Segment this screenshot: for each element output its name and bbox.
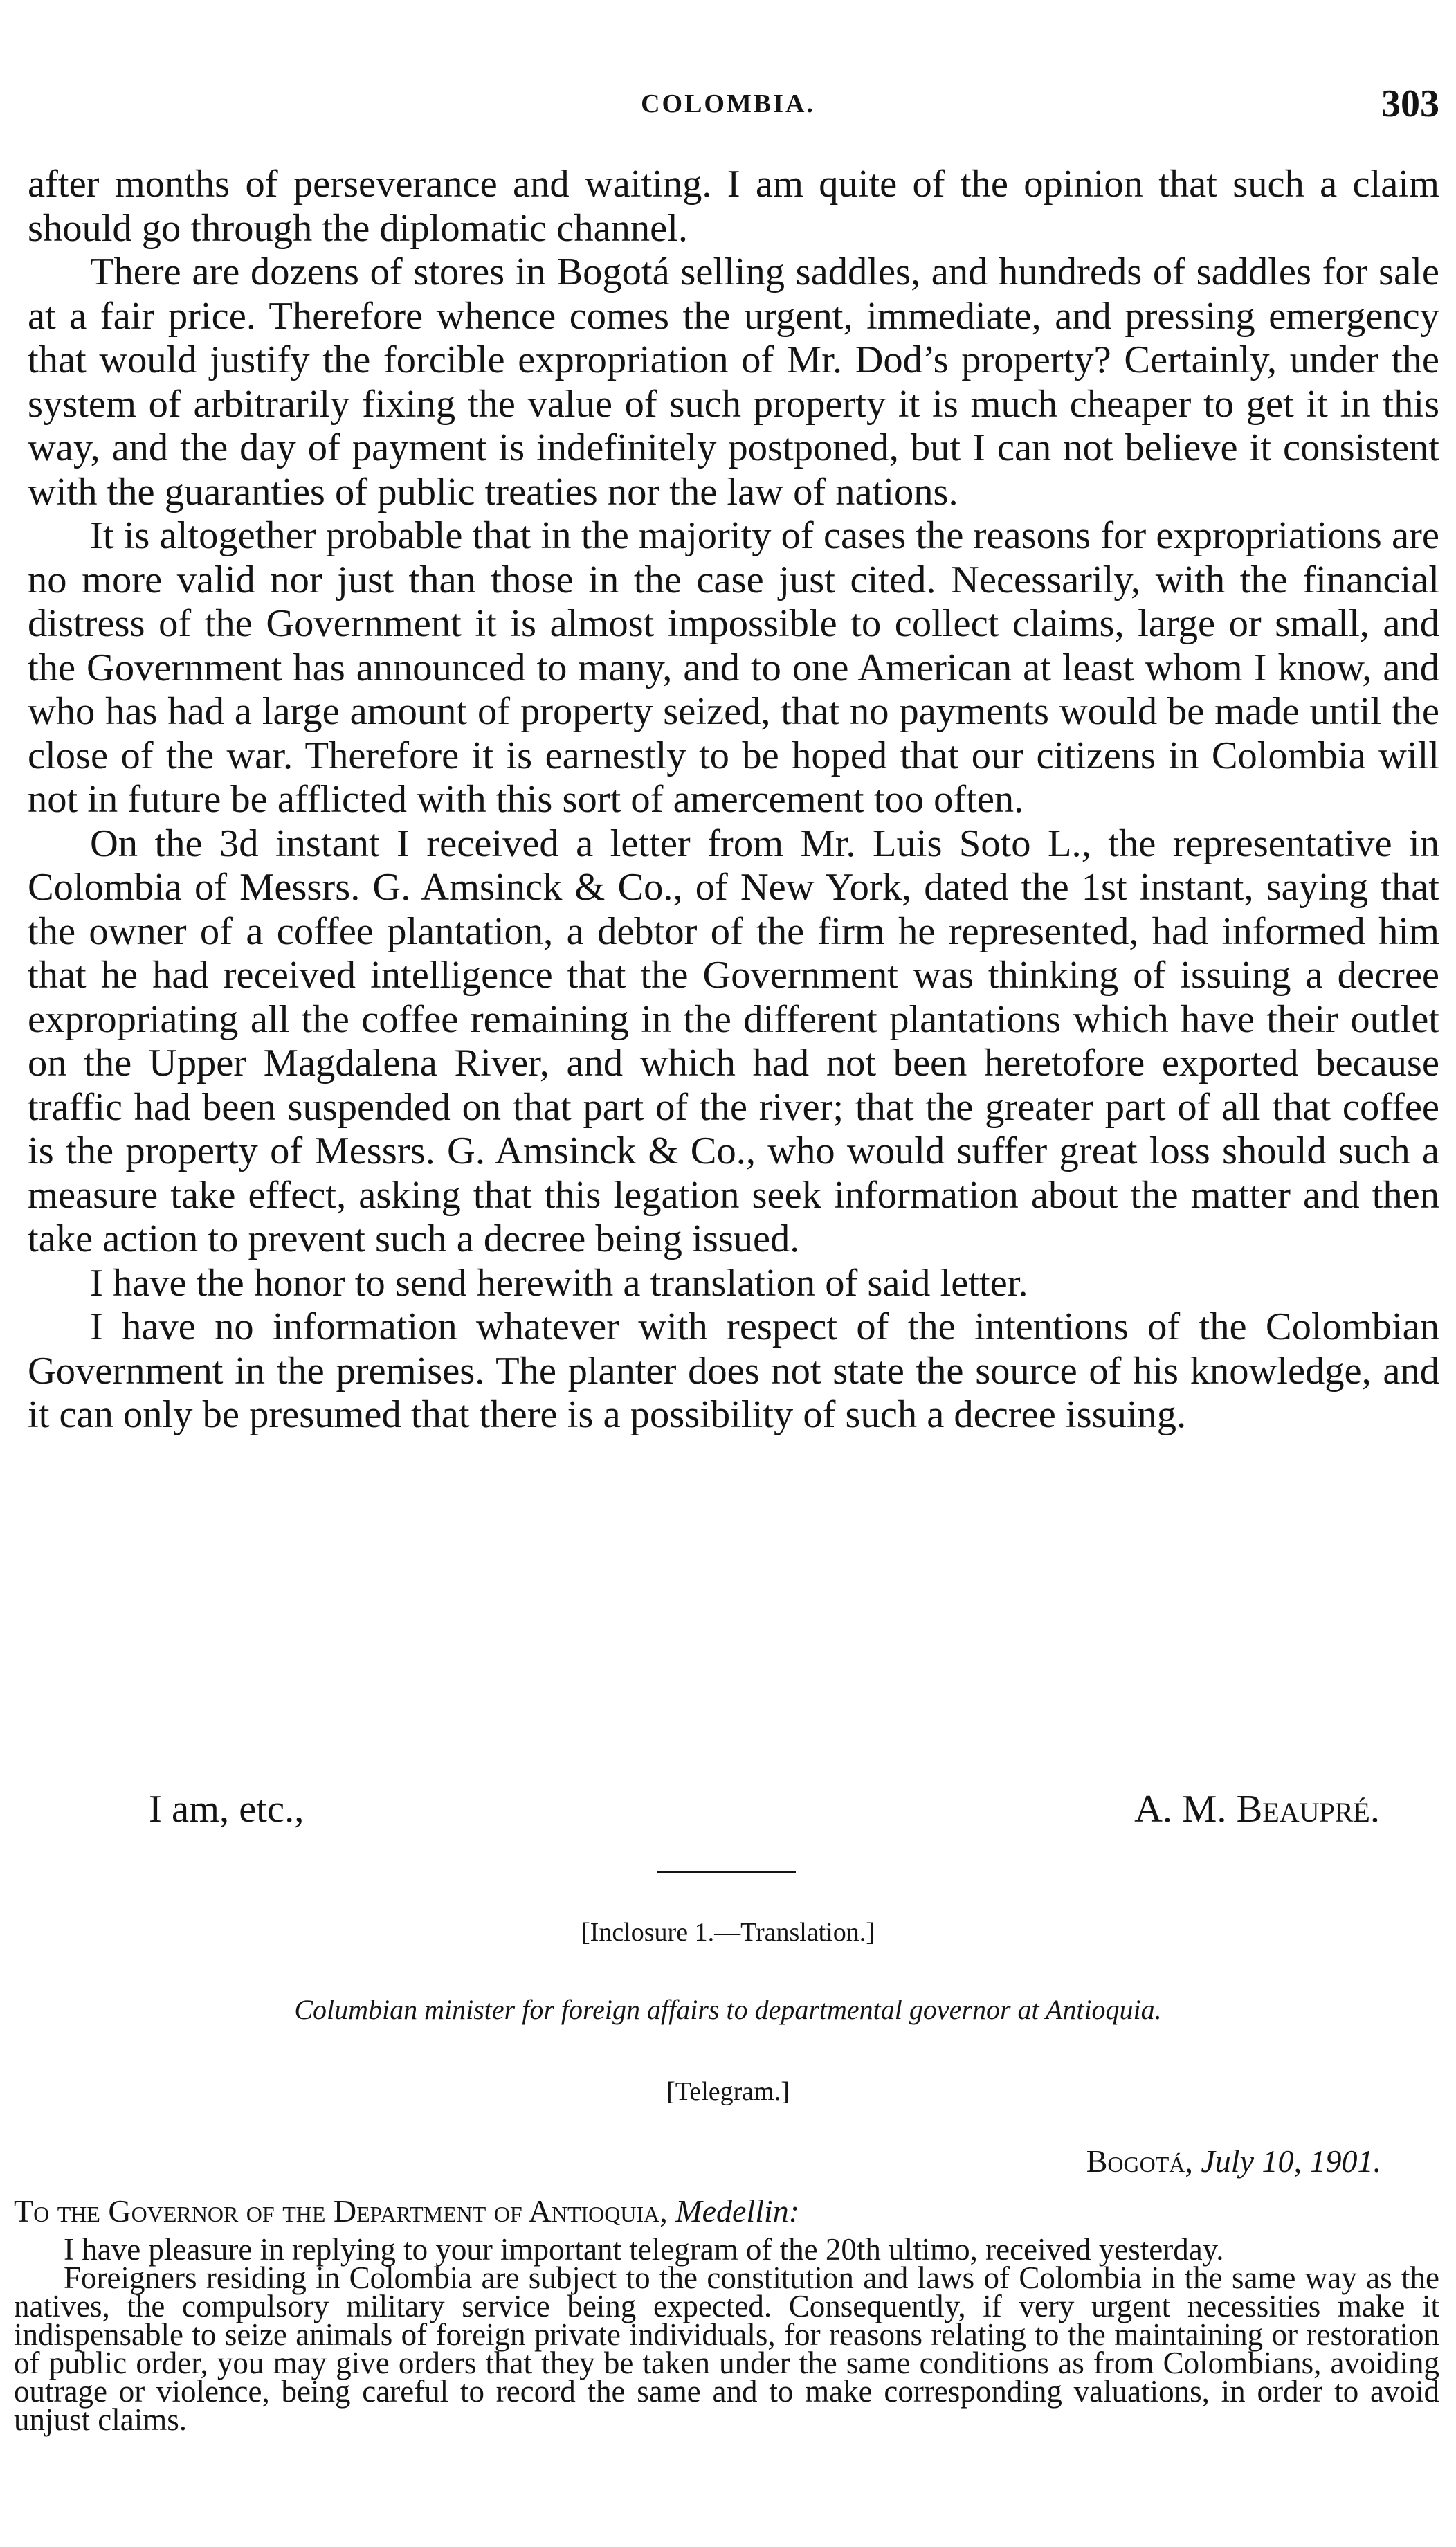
telegram-paragraph-reply: I have pleasure in replying to your important telegram of the 20th ultimo, received yesterday. xyxy=(64,2232,1224,2267)
address-line xyxy=(14,2193,799,2229)
page-number: 303 xyxy=(1381,82,1439,125)
telegram-paragraph-foreigners: Foreigners residing in Colombia are subject to the constitution and laws of Colombia in the same way as the natives, the compulsory military service being expected. Consequently, if very urgent necessities make it indispensable to seize animals of foreign private individuals, for reasons relating to the maintaining or restoration of public order, you may give orders that they be taken under the same conditions as from Colombians, avoiding outrage or violence, being careful to record the same and to make corresponding valuations, in order to avoid unjust claims. xyxy=(14,2260,1439,2437)
section-divider xyxy=(657,1871,796,1873)
signature: A. M. Beaupré. xyxy=(1134,1788,1380,1831)
enclosure-subtitle: Columbian minister for foreign affairs to departmental governor at Antioquia. xyxy=(294,1994,1162,2025)
paragraph-continuation: after months of perseverance and waiting. I am quite of the opinion that such a claim should go through the diplomatic channel. xyxy=(28,163,1439,250)
paragraph-coffee-letter: On the 3d instant I received a letter from Mr. Luis Soto L., the representative in Colombia of Messrs. G. Amsinck & Co., of New York, dated the 1st instant, saying that the owner of a coffee plantation, a debtor of the firm he represented, had informed him that he had received intelligence that the Government was thinking of issuing a decree expropriating all the coffee remaining in the different plantations which have their outlet on the Upper Magdalena River, and which had not been heretofore exported because traffic had been suspended on that part of the river; that the greater part of all that coffee is the property of Messrs. G. Amsinck & Co., who would suffer great loss should such a measure take effect, asking that this legation seek information about the matter and then take action to prevent such a decree being issued. xyxy=(28,822,1439,1260)
running-title: COLOMBIA. xyxy=(641,89,815,118)
telegram-label: [Telegram.] xyxy=(666,2077,790,2106)
paragraph-saddles: There are dozens of stores in Bogotá selling saddles, and hundreds of saddles for sale at a fair price. Therefore whence comes the urgent, immediate, and pressing emergency that would justify the forcible expropriation of Mr. Dod’s property? Certainly, under the system of arbitrarily fixing the value of such property it is much cheaper to get it in this way, and the day of payment is indefinitely postponed, but I can not believe it consistent with the guaranties of public treaties nor the law of nations. xyxy=(28,251,1439,514)
address-city: Medellin: xyxy=(675,2193,800,2229)
closing-salutation: I am, etc., xyxy=(149,1788,304,1831)
paragraph-expropriations: It is altogether probable that in the majority of cases the reasons for expropriations are no more valid nor just than those in the case just cited. Necessarily, with the financial distress of the Government it is almost impossible to collect claims, large or small, and the Government has announced to many, and to one American at least whom I know, and who has had a large amount of property seized, that no payments would be made until the close of the war. Therefore it is earnestly to be hoped that our citizens in Colombia will not in future be afflicted with this sort of amercement too often. xyxy=(28,514,1439,821)
dateline xyxy=(1086,2143,1381,2179)
paragraph-translation-note: I have the honor to send herewith a translation of said letter. xyxy=(90,1261,1028,1305)
dateline-place: Bogotá, xyxy=(1086,2143,1193,2179)
telegram-body xyxy=(14,2232,1439,2437)
letter-body xyxy=(28,163,1439,1438)
address-recipient: To the Governor of the Department of Antioquia, xyxy=(14,2193,668,2229)
running-header xyxy=(0,82,1456,130)
enclosure-label: [Inclosure 1.—Translation.] xyxy=(581,1918,875,1947)
dateline-date: July 10, 1901. xyxy=(1201,2143,1381,2179)
paragraph-no-information: I have no information whatever with respect of the intentions of the Colombian Government in the premises. The planter does not state the source of his knowledge, and it can only be presumed that there is a possibility of such a decree issuing. xyxy=(28,1305,1439,1436)
letter-closing xyxy=(0,1787,1456,1836)
